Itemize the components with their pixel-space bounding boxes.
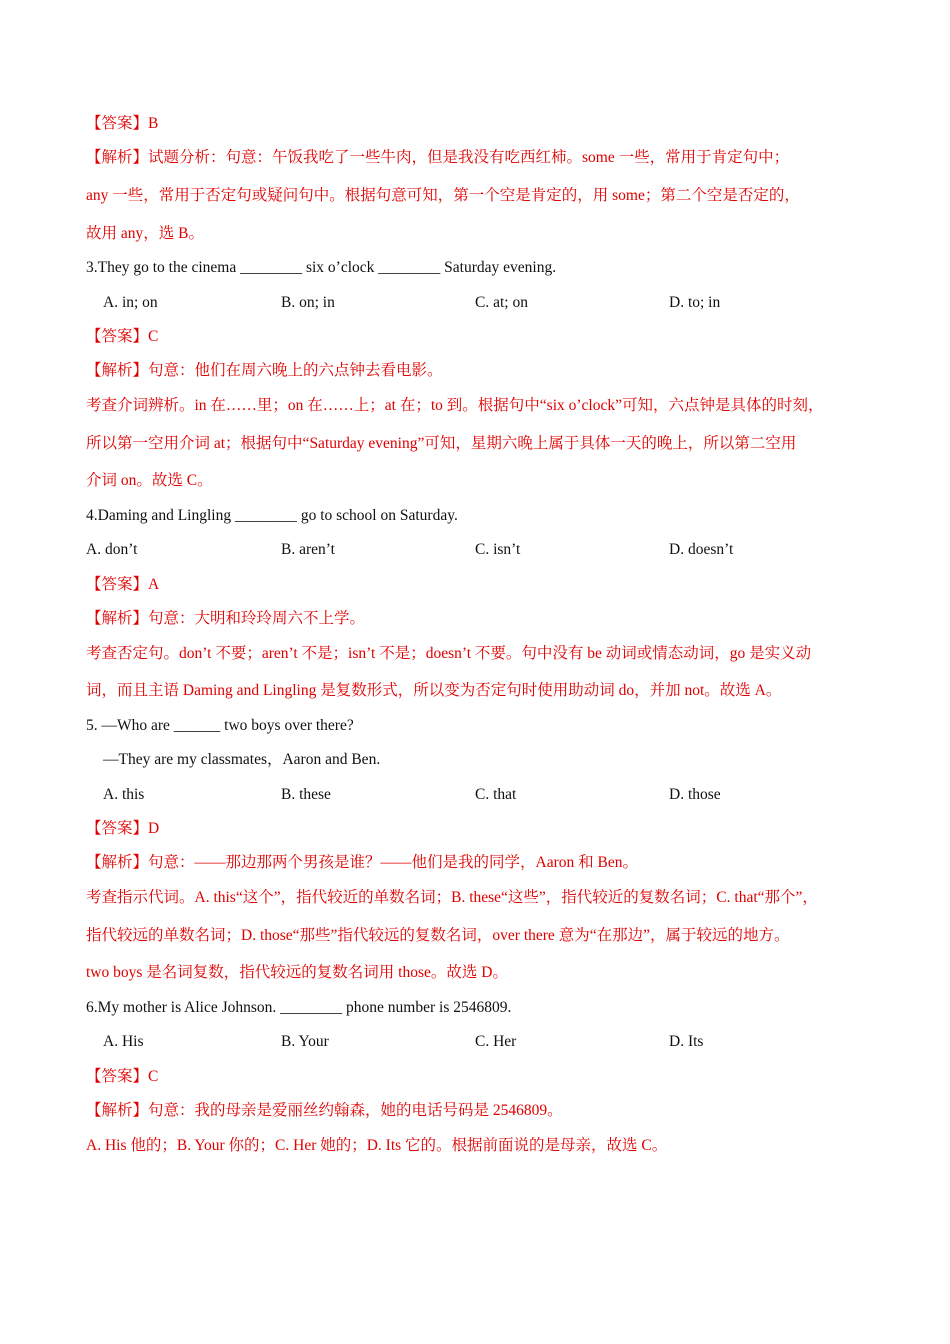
answer-q3: 【答案】C xyxy=(86,328,159,345)
question-q3: 3.They go to the cinema ________ six o’clock ________ Saturday evening. xyxy=(86,259,557,276)
explanation-q5-line1: 【解析】句意：——那边那两个男孩是谁？——他们是我的同学，Aaron 和 Ben。 xyxy=(86,854,638,871)
explanation-q3-line3: 所以第一空用介词 at；根据句中“Saturday evening”可知，星期六晚上属于具体一天的晚上，所以第二空用 xyxy=(86,435,797,452)
explanation-q3-line1: 【解析】句意：他们在周六晚上的六点钟去看电影。 xyxy=(86,362,443,379)
answer-q4: 【答案】A xyxy=(86,576,160,593)
explanation-q4-line2: 考查否定句。don’t 不要；aren’t 不是；isn’t 不是；doesn’t 不要。句中没有 be 动词或情态动词，go 是实义动 xyxy=(86,645,812,662)
question-q5: 5. —Who are ______ two boys over there? xyxy=(86,717,354,734)
explanation-q3-line2: 考查介词辨析。in 在……里；on 在……上；at 在；to 到。根据句中“six o’clock”可知，六点钟是具体的时刻， xyxy=(86,397,824,414)
explanation-q4-line3: 词，而且主语 Daming and Lingling 是复数形式，所以变为否定句时使用助动词 do，并加 not。故选 A。 xyxy=(86,682,782,699)
explanation-q2-line2: any 一些，常用于否定句或疑问句中。根据句意可知，第一个空是肯定的，用 some；第二个空是否定的， xyxy=(86,187,800,204)
option-q4-a: A. don’t xyxy=(86,541,138,558)
option-q5-a: A. this xyxy=(103,786,145,803)
explanation-q5-line3: 指代较远的单数名词；D. those“那些”指代较远的复数名词，over there 意为“在那边”，属于较远的地方。 xyxy=(86,927,790,944)
option-q4-c: C. isn’t xyxy=(475,541,521,558)
option-q6-b: B. Your xyxy=(281,1033,329,1050)
answer-q2: 【答案】B xyxy=(86,115,159,132)
question-q6: 6.My mother is Alice Johnson. ________ phone number is 2546809. xyxy=(86,999,512,1016)
explanation-q3-line4: 介词 on。故选 C。 xyxy=(86,472,213,489)
explanation-q2-line3: 故用 any，选 B。 xyxy=(86,225,204,242)
option-q5-d: D. those xyxy=(669,786,721,803)
explanation-q6-line1: 【解析】句意：我的母亲是爱丽丝约翰森，她的电话号码是 2546809。 xyxy=(86,1102,563,1119)
option-q6-d: D. Its xyxy=(669,1033,704,1050)
option-q6-a: A. His xyxy=(103,1033,144,1050)
option-q4-d: D. doesn’t xyxy=(669,541,734,558)
option-q5-c: C. that xyxy=(475,786,517,803)
reply-q5: —They are my classmates，Aaron and Ben. xyxy=(103,751,381,768)
option-q5-b: B. these xyxy=(281,786,331,803)
option-q3-b: B. on; in xyxy=(281,294,335,311)
explanation-q2-line1: 【解析】试题分析：句意：午饭我吃了一些牛肉，但是我没有吃西红柿。some 一些，常用于肯定句中； xyxy=(86,149,790,166)
explanation-q5-line4: two boys 是名词复数，指代较远的复数名词用 those。故选 D。 xyxy=(86,964,508,981)
answer-q6: 【答案】C xyxy=(86,1068,159,1085)
explanation-q5-line2: 考查指示代词。A. this“这个”，指代较近的单数名词；B. these“这些”，指代较近的复数名词；C. that“那个”， xyxy=(86,889,818,906)
option-q6-c: C. Her xyxy=(475,1033,517,1050)
option-q3-d: D. to; in xyxy=(669,294,721,311)
option-q3-a: A. in; on xyxy=(103,294,158,311)
explanation-q6-line2: A. His 他的；B. Your 你的；C. Her 她的；D. Its 它的。根据前面说的是母亲，故选 C。 xyxy=(86,1137,668,1154)
question-q4: 4.Daming and Lingling ________ go to school on Saturday. xyxy=(86,507,458,524)
option-q3-c: C. at; on xyxy=(475,294,528,311)
explanation-q4-line1: 【解析】句意：大明和玲玲周六不上学。 xyxy=(86,610,366,627)
answer-q5: 【答案】D xyxy=(86,820,160,837)
option-q4-b: B. aren’t xyxy=(281,541,335,558)
